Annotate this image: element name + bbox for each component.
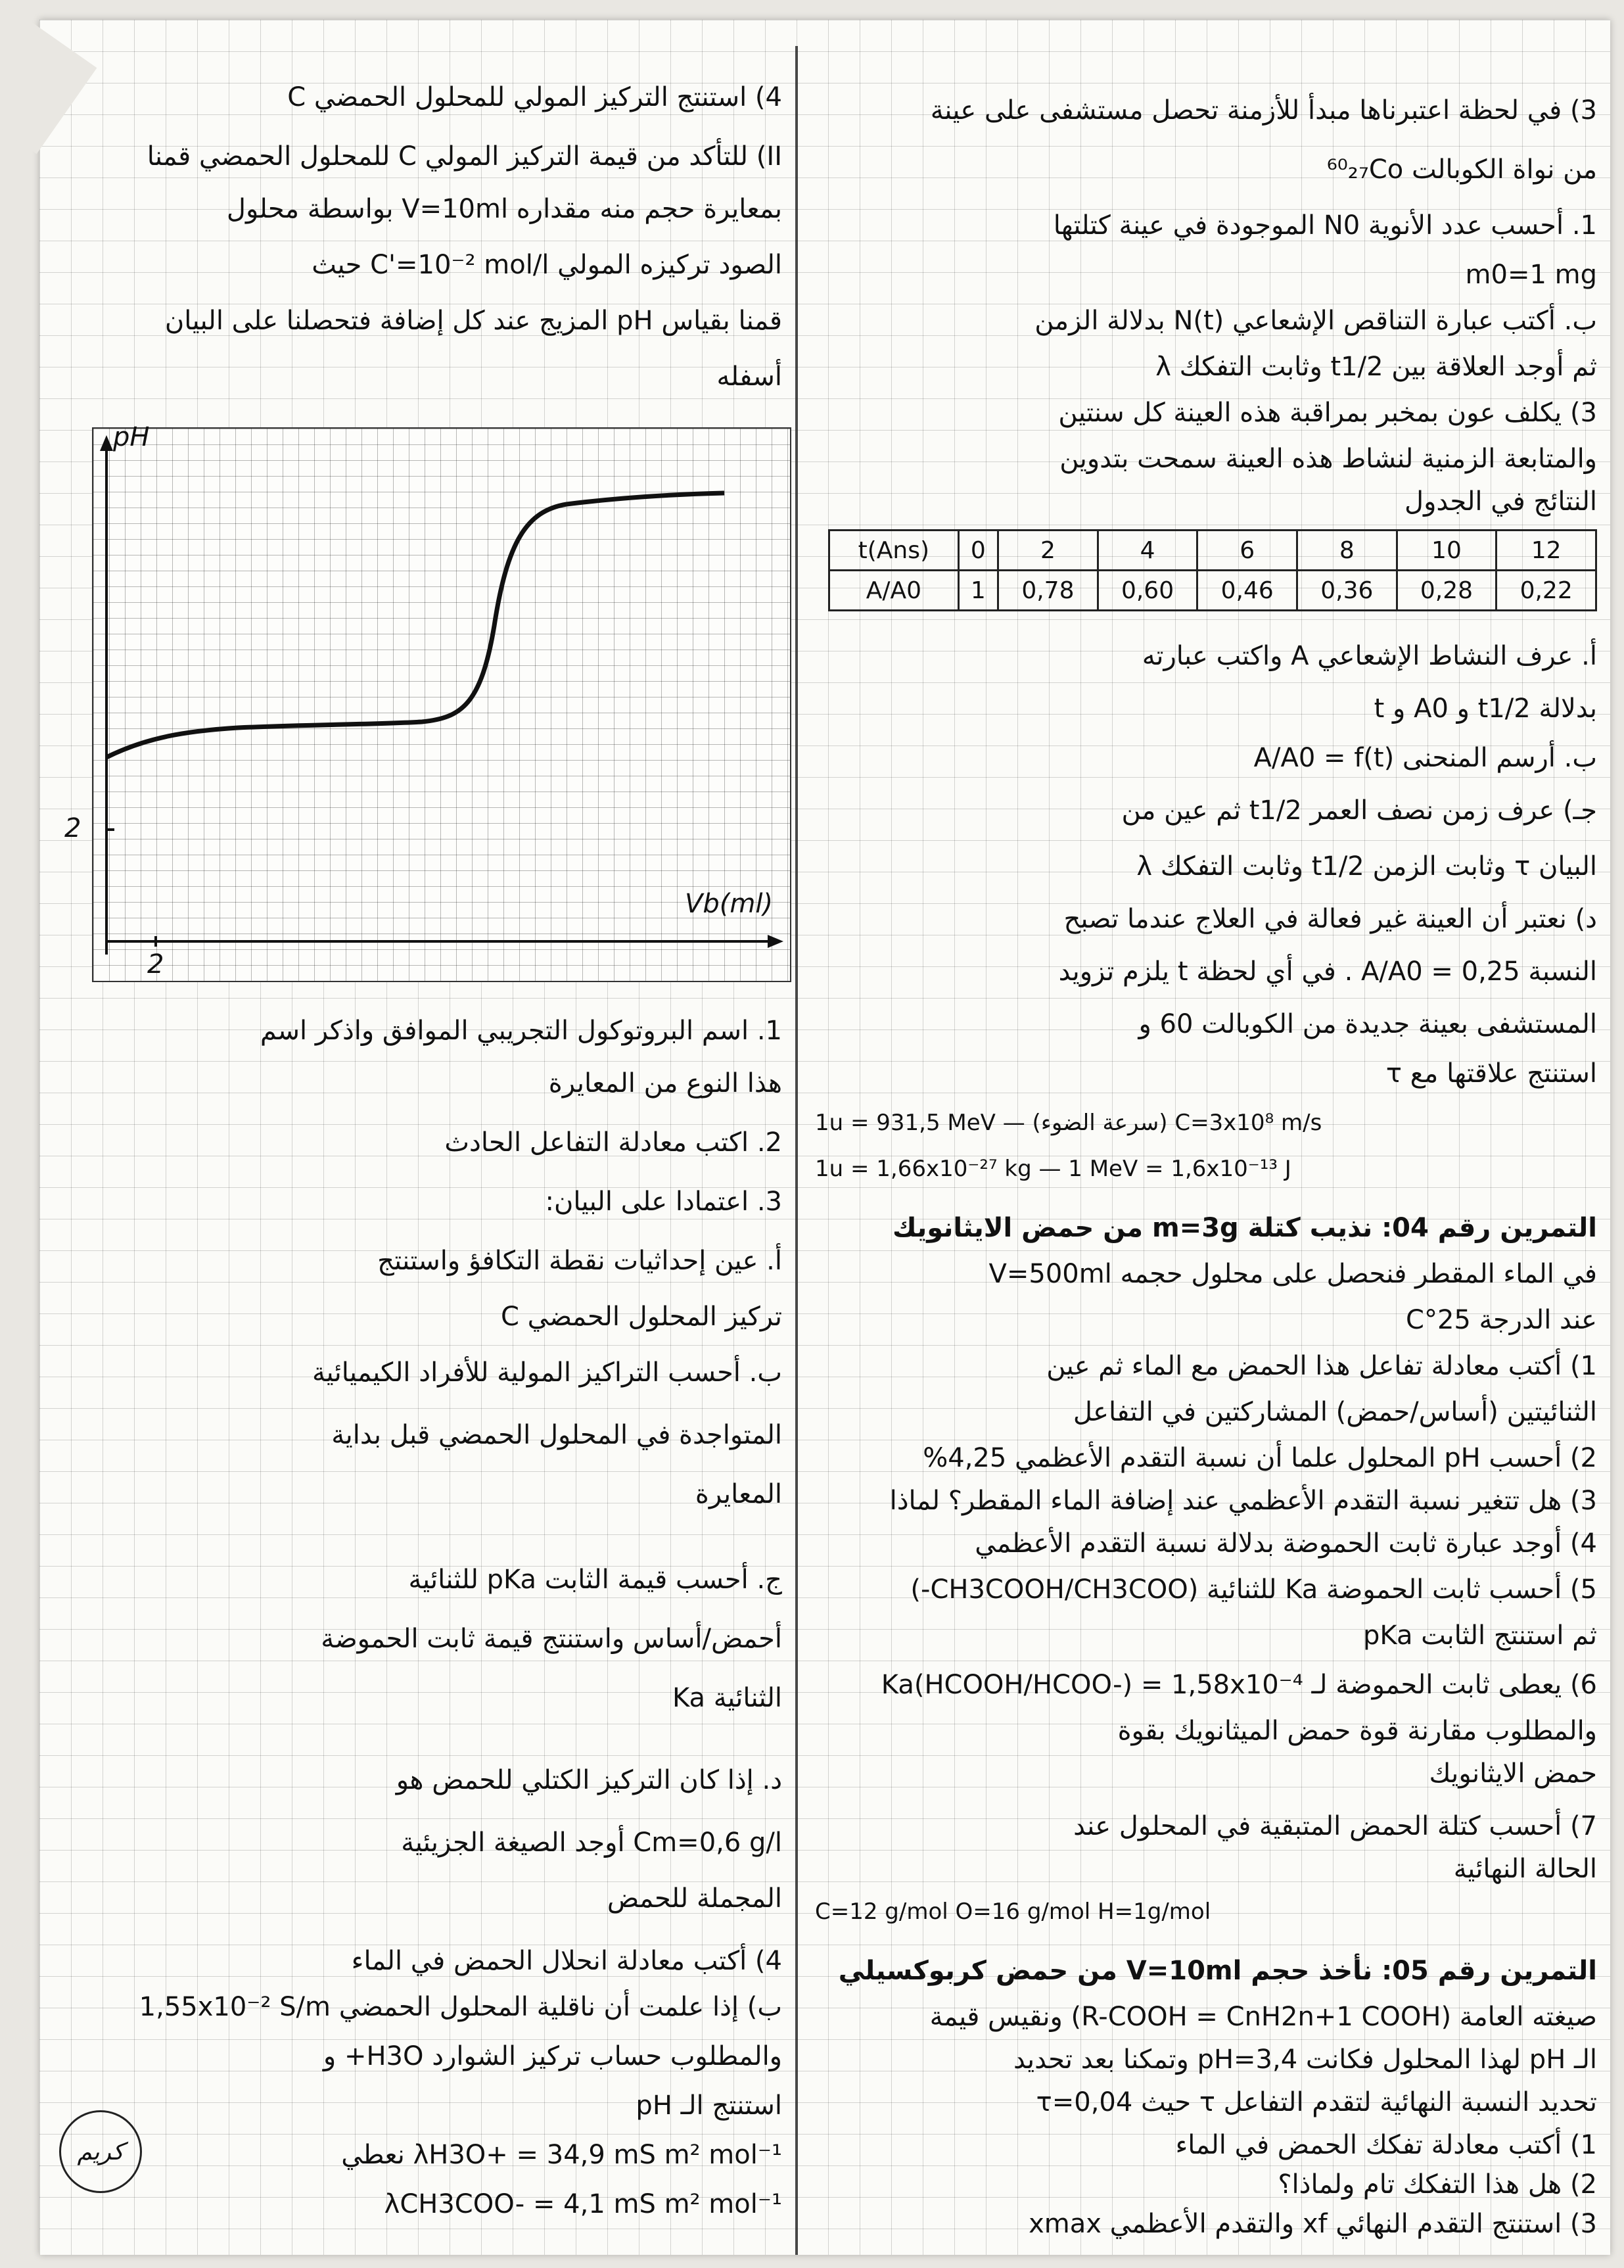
signature: كريم <box>59 2110 142 2193</box>
table-cell: 0,28 <box>1397 571 1496 611</box>
question-line: استنتج الـ pH <box>636 2091 782 2121</box>
right-line: ب. أكتب عبارة التناقص الإشعاعي N(t) بدلالة الزمن <box>1034 306 1597 336</box>
right-line: الثنائيتين (أساس/حمض) المشاركتين في التفاعل <box>1073 1397 1597 1427</box>
question-line: المجملة للحمض <box>607 1883 782 1914</box>
right-line: 1) أكتب معادلة تفاعل هذا الحمض مع الماء ثم عين <box>1046 1351 1597 1381</box>
table-cell: 0,78 <box>998 571 1098 611</box>
constants-line: 1u = 931,5 MeV — (سرعة الضوء) C=3x10⁸ m/s <box>815 1110 1322 1136</box>
question-line: د. إذا كان التركيز الكتلي للحمض هو <box>396 1765 782 1795</box>
right-line: أ. عرف النشاط الإشعاعي A واكتب عبارته <box>1142 641 1597 671</box>
question-line: تركيز المحلول الحمضي C <box>501 1302 782 1332</box>
x-tick-label: 2 <box>147 949 164 980</box>
titration-graph <box>64 422 791 982</box>
column-divider <box>795 46 798 2255</box>
right-line: حمض الايثانويك <box>1429 1759 1597 1789</box>
question-line: Cm=0,6 g/l أوجد الصيغة الجزيئية <box>401 1828 782 1858</box>
right-line: استنتج علاقتها مع τ <box>1385 1058 1597 1089</box>
left-line: II) للتأكد من قيمة التركيز المولي C للمحلول الحمضي قمنا <box>147 141 782 172</box>
table-cell: 2 <box>998 531 1098 571</box>
right-line: 2) أحسب pH المحلول علما أن نسبة التقدم الأعظمي 4,25% <box>923 1443 1597 1473</box>
question-line: ج. أحسب قيمة الثابت pKa للثنائية <box>408 1565 782 1595</box>
right-line: ثم أوجد العلاقة بين t1/2 وثابت التفكك λ <box>1155 352 1597 382</box>
question-line: أحمض/أساس واستنتج قيمة ثابت الحموضة <box>321 1624 782 1654</box>
right-line: النتائج في الجدول <box>1404 486 1597 517</box>
question-line: 3. اعتمادا على البيان: <box>545 1187 782 1217</box>
right-line: 3) يكلف عون بمخبر بمراقبة هذه العينة كل سنتين <box>1058 398 1597 428</box>
right-line: عند الدرجة 25°C <box>1406 1305 1597 1335</box>
table-cell: 0 <box>958 531 998 571</box>
x-axis-label: Vb(ml) <box>685 889 774 919</box>
question-line: 1. اسم البروتوكول التجريبي الموافق واذكر اسم <box>260 1016 782 1046</box>
right-line: 2) هل هذا التفكك تام ولماذا؟ <box>1278 2169 1597 2200</box>
left-line: 4) استنتج التركيز المولي للمحلول الحمضي C <box>287 82 782 112</box>
right-line: 3) استنتج التقدم النهائي xf والتقدم الأعظمي xmax <box>1029 2209 1597 2239</box>
question-line: λH3O+ = 34,9 mS m² mol⁻¹ نعطي <box>341 2140 782 2170</box>
table-cell: 0,36 <box>1297 571 1397 611</box>
table-cell: 1 <box>958 571 998 611</box>
question-line: المتواجدة في المحلول الحمضي قبل بداية <box>331 1420 782 1450</box>
table-cell: 0,22 <box>1496 571 1596 611</box>
titration-curve <box>106 493 724 757</box>
left-line: بمعايرة حجم منه مقداره V=10ml بواسطة محلول <box>226 194 782 224</box>
left-line: قمنا بقياس pH المزيج عند كل إضافة فتحصلنا على البيان <box>164 306 782 336</box>
right-line: المستشفى بعينة جديدة من الكوبالت 60 و <box>1138 1009 1597 1039</box>
right-line: والمتابعة الزمنية لنشاط هذه العينة سمحت بتدوين <box>1059 444 1597 474</box>
right-line: من نواة الكوبالت ⁶⁰₂₇Co <box>1326 154 1597 185</box>
question-line: 4) أكتب معادلة انحلال الحمض في الماء <box>351 1946 782 1976</box>
question-line: ب) إذا علمت أن ناقلية المحلول الحمضي 1,55x10⁻² S/m <box>139 1992 782 2022</box>
right-line: 7) أحسب كتلة الحمض المتبقية في المحلول عند <box>1073 1811 1597 1841</box>
right-line: 3) هل تتغير نسبة التقدم الأعظمي عند إضافة الماء المقطر؟ لماذا <box>889 1486 1597 1516</box>
question-line: الثنائية Ka <box>672 1683 782 1713</box>
right-line: د) نعتبر أن العينة غير فعالة في العلاج عندما تصبح <box>1063 904 1597 934</box>
right-line: ثم استنتج الثابت pKa <box>1363 1620 1597 1651</box>
right-line: 1. أحسب عدد الأنوية N0 الموجودة في عينة كتلتها <box>1053 210 1597 241</box>
question-line: والمطلوب حساب تركيز الشوارد H3O+ و <box>323 2041 782 2071</box>
right-line: تحديد النسبة النهائية لتقدم التفاعل τ حيث τ=0,04 <box>1036 2087 1597 2117</box>
table-header-cell: t(Ans) <box>829 531 959 571</box>
question-line: هذا النوع من المعايرة <box>548 1068 782 1099</box>
question-line: λCH3COO- = 4,1 mS m² mol⁻¹ <box>384 2189 782 2219</box>
table-cell: 8 <box>1297 531 1397 571</box>
question-line: المعايرة <box>695 1479 782 1509</box>
activity-table <box>828 529 1597 611</box>
right-line: ب. أرسم المنحنى A/A0 = f(t) <box>1253 743 1597 773</box>
question-line: 2. اكتب معادلة التفاعل الحادث <box>444 1127 782 1158</box>
table-cell: 0,60 <box>1098 571 1197 611</box>
question-line: ب. أحسب التراكيز المولية للأفراد الكيميائية <box>312 1358 782 1388</box>
right-line: في الماء المقطر فنحصل على محلول حجمه V=500ml <box>988 1259 1597 1289</box>
table-header-cell: A/A0 <box>829 571 959 611</box>
worksheet-page <box>39 20 1610 2255</box>
table-cell: 12 <box>1496 531 1596 571</box>
right-line: البيان τ وثابت الزمن t1/2 وثابت التفكك λ <box>1136 851 1597 882</box>
right-line: النسبة A/A0 = 0,25 . في أي لحظة t يلزم تزويد <box>1058 957 1597 987</box>
x-axis-arrow <box>768 935 783 948</box>
right-line: والمطلوب مقارنة قوة حمض الميثانويك بقوة <box>1117 1716 1597 1746</box>
right-line: 3) في لحظة اعتبرناها مبدأ للأزمنة تحصل مستشفى على عينة <box>930 95 1597 126</box>
right-line: صيغته العامة (R-COOH = CnH2n+1 COOH) ونقيس قيمة <box>929 2002 1597 2032</box>
left-column <box>53 20 782 2255</box>
left-line: أسفله <box>716 362 782 392</box>
table-cell: 10 <box>1397 531 1496 571</box>
table-cell: 6 <box>1197 531 1297 571</box>
table-row <box>829 531 1596 571</box>
right-line: 6) يعطى ثابت الحموضة لـ Ka(HCOOH/HCOO-) = 1,58x10⁻⁴ <box>881 1670 1597 1700</box>
question-line: أ. عين إحداثيات نقطة التكافؤ واستنتج <box>377 1246 782 1276</box>
y-tick-label: 2 <box>64 813 81 843</box>
table-row <box>829 571 1596 611</box>
constants-line: 1u = 1,66x10⁻²⁷ kg — 1 MeV = 1,6x10⁻¹³ J <box>815 1156 1291 1182</box>
right-line: 4) أوجد عبارة ثابت الحموضة بدلالة نسبة التقدم الأعظمي <box>975 1528 1597 1559</box>
right-line: الـ pH لهذا المحلول فكانت pH=3,4 وتمكنا بعد تحديد <box>1013 2044 1597 2075</box>
exercise-5-heading: التمرين رقم 05: نأخذ حجم V=10ml من حمض كربوكسيلي <box>838 1956 1597 1986</box>
right-line: بدلالة t1/2 و A0 و t <box>1374 694 1597 724</box>
right-line: الحالة النهائية <box>1453 1854 1597 1884</box>
y-axis-arrow <box>100 435 113 451</box>
table-cell: 4 <box>1098 531 1197 571</box>
right-line: 5) أحسب ثابت الحموضة Ka للثنائية (CH3COOH/CH3COO-) <box>910 1574 1597 1605</box>
right-column <box>815 20 1597 2255</box>
y-axis-label: pH <box>113 422 150 452</box>
exercise-4-heading: التمرين رقم 04: نذيب كتلة m=3g من حمض الايثانويك <box>893 1213 1597 1243</box>
molar-masses-line: C=12 g/mol O=16 g/mol H=1g/mol <box>815 1899 1211 1925</box>
right-line: 1) أكتب معادلة تفكك الحمض في الماء <box>1175 2130 1597 2160</box>
right-line: m0=1 mg <box>1465 260 1597 290</box>
table-cell: 0,46 <box>1197 571 1297 611</box>
right-line: جـ) عرف زمن نصف العمر t1/2 ثم عين من <box>1121 795 1597 826</box>
left-line: الصود تركيزه المولي C'=10⁻² mol/l حيث <box>312 250 782 280</box>
